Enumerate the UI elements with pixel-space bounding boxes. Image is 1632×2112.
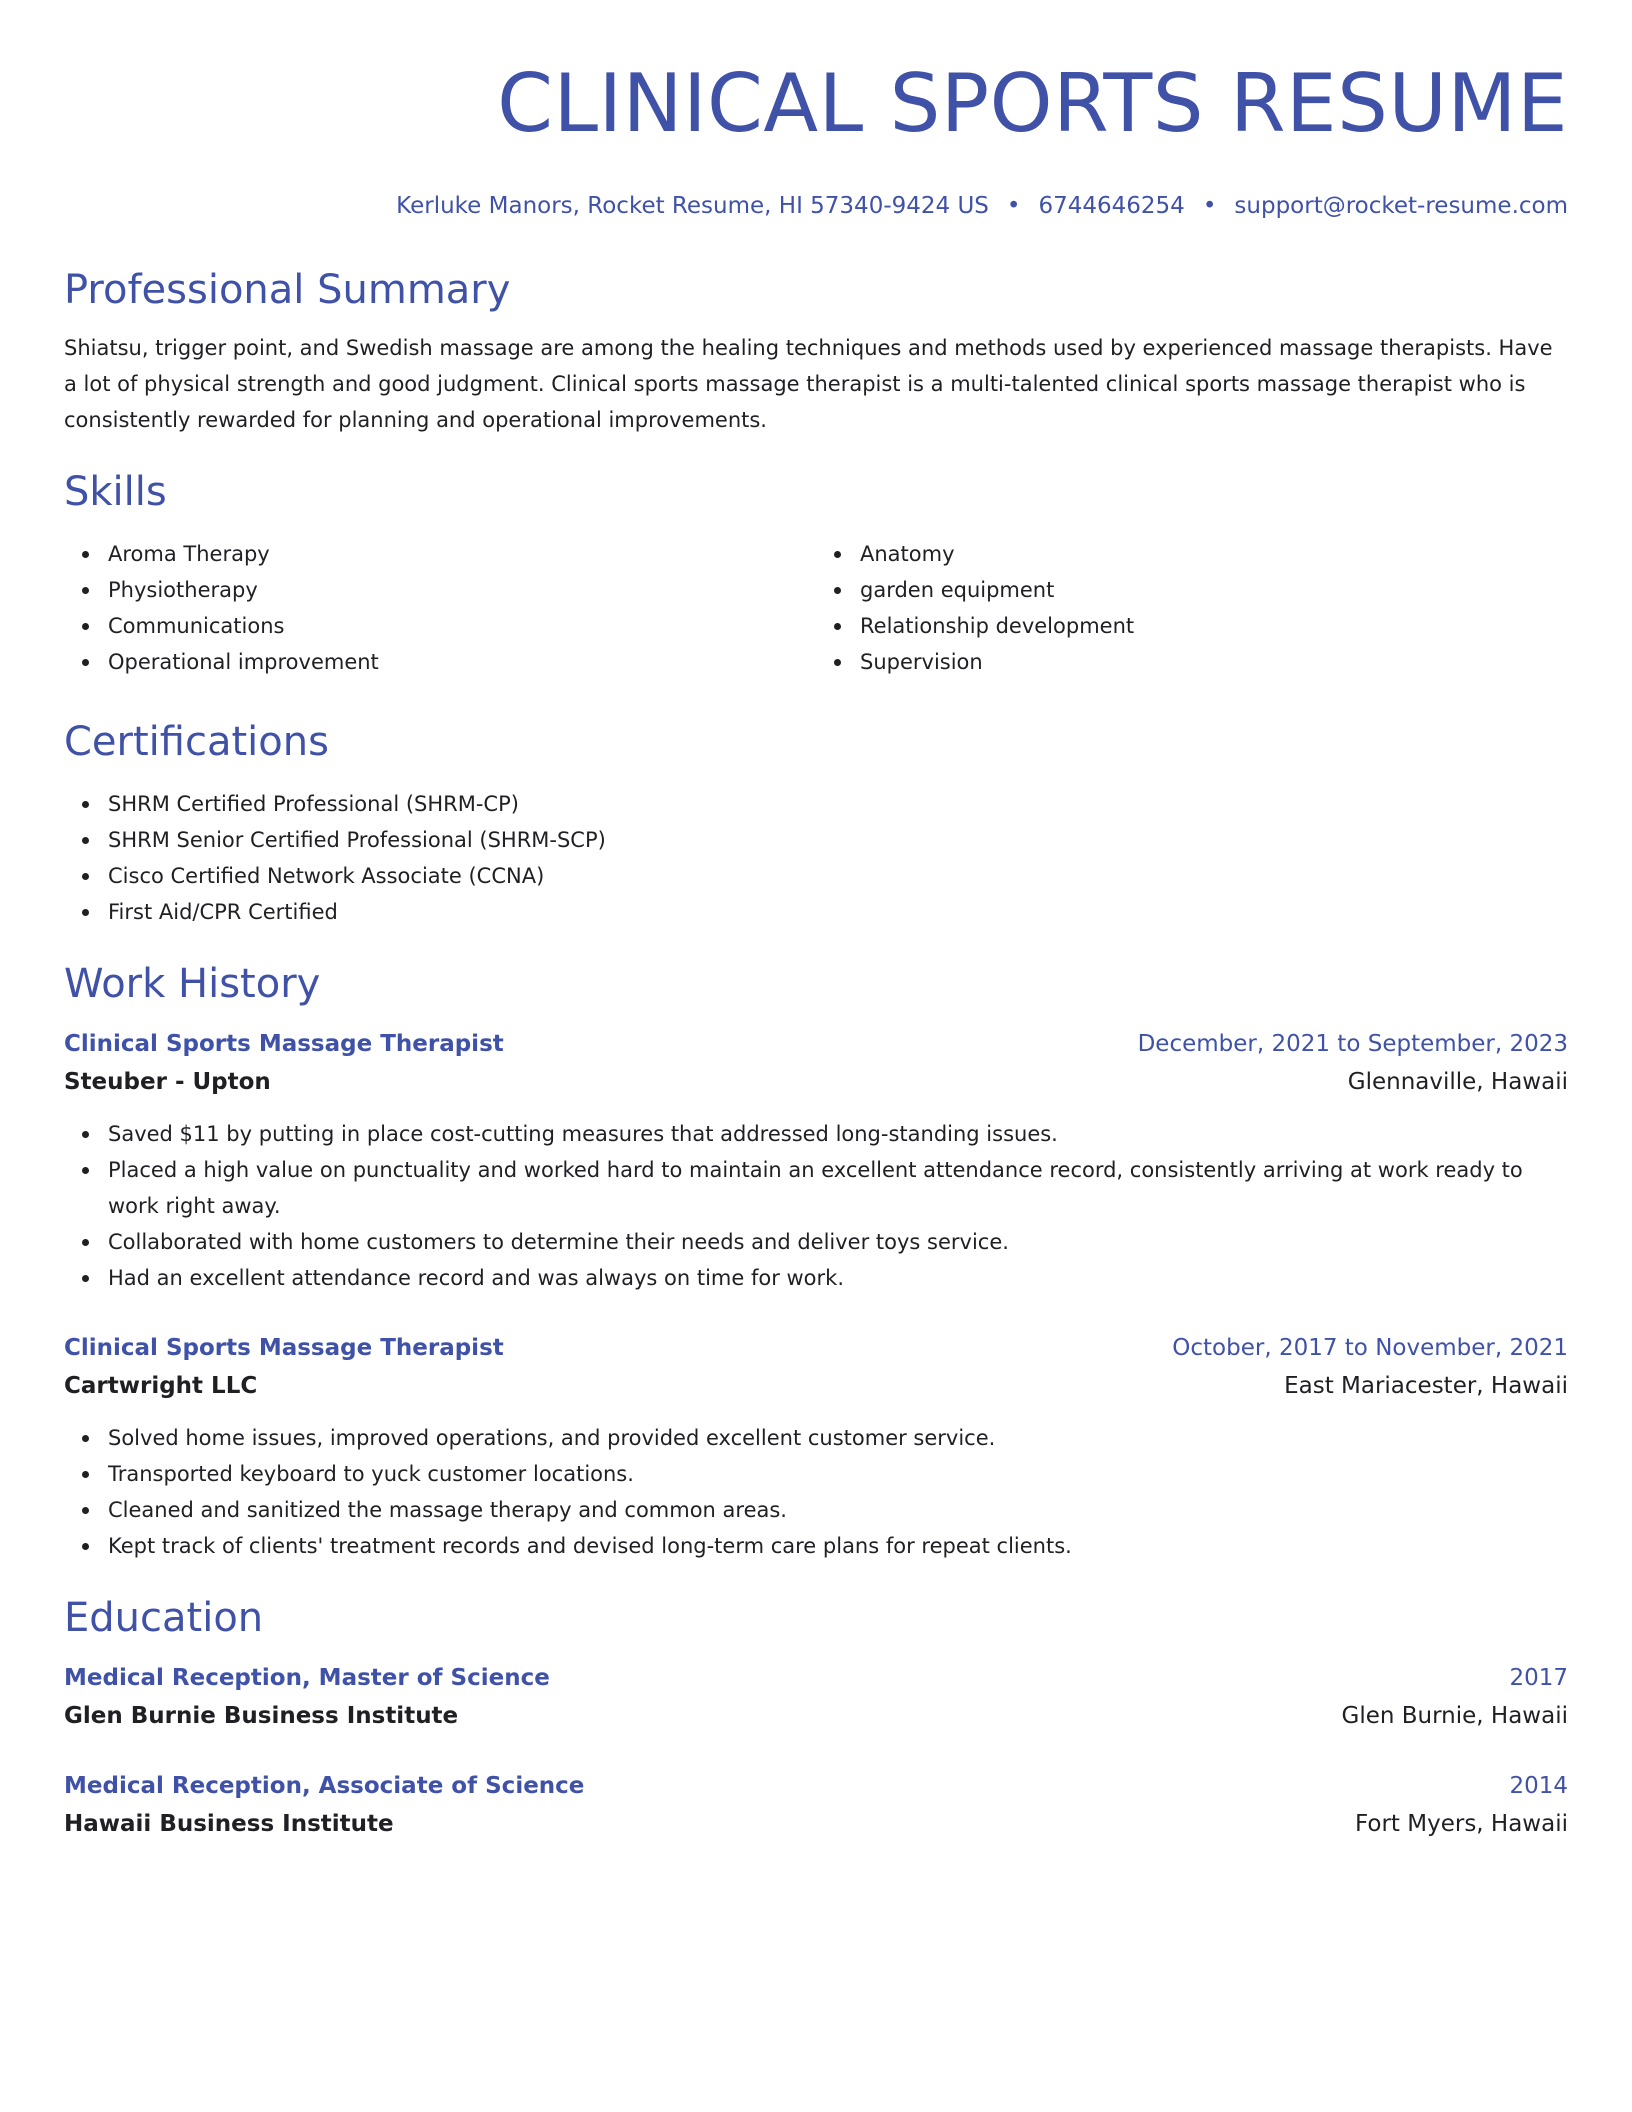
job-company: Steuber - Upton (64, 1069, 271, 1095)
job-bullet: Collaborated with home customers to determine their needs and deliver toys service. (108, 1224, 1568, 1260)
job-bullet: Transported keyboard to yuck customer locations. (108, 1456, 1568, 1492)
job-entry (64, 1330, 1568, 1564)
skill-item: Relationship development (860, 608, 1568, 644)
contact-line (64, 190, 1568, 222)
skill-item: Anatomy (860, 536, 1568, 572)
skill-item: Communications (108, 608, 816, 644)
job-bullets (64, 1116, 1568, 1296)
job-entry (64, 1026, 1568, 1296)
job-bullet: Cleaned and sanitized the massage therapy and common areas. (108, 1492, 1568, 1528)
education-location: Fort Myers, Hawaii (1354, 1811, 1568, 1837)
skill-item: garden equipment (860, 572, 1568, 608)
education-school: Hawaii Business Institute (64, 1811, 394, 1837)
education-entry (64, 1660, 1568, 1734)
job-bullet: Had an excellent attendance record and was always on time for work. (108, 1260, 1568, 1296)
job-location: Glennaville, Hawaii (1347, 1069, 1568, 1095)
contact-phone: 6744646254 (1038, 193, 1185, 219)
contact-separator: • (1202, 193, 1217, 219)
certification-item: SHRM Senior Certified Professional (SHRM-SCP) (108, 822, 1568, 858)
job-bullet: Solved home issues, improved operations, and provided excellent customer service. (108, 1420, 1568, 1456)
skills-grid (64, 536, 1568, 680)
certification-item: SHRM Certified Professional (SHRM-CP) (108, 786, 1568, 822)
skills-column-right (816, 536, 1568, 680)
job-header (64, 1026, 1568, 1062)
certifications-list (64, 786, 1568, 930)
certification-item: Cisco Certified Network Associate (CCNA) (108, 858, 1568, 894)
education-school: Glen Burnie Business Institute (64, 1703, 459, 1729)
skill-item: Operational improvement (108, 644, 816, 680)
education-entry (64, 1768, 1568, 1842)
education-degree: Medical Reception, Master of Science (64, 1665, 550, 1691)
contact-email[interactable]: support@rocket-resume.com (1234, 193, 1568, 219)
job-dates: October, 2017 to November, 2021 (1172, 1335, 1568, 1361)
job-bullets (64, 1420, 1568, 1564)
skills-column-left (64, 536, 816, 680)
job-header (64, 1330, 1568, 1366)
skills-list-left (64, 536, 816, 680)
certification-item: First Aid/CPR Certified (108, 894, 1568, 930)
education-subheader (64, 1806, 1568, 1842)
job-bullet: Placed a high value on punctuality and worked hard to maintain an excellent attendance record, consistently arriving at work ready to work right away. (108, 1152, 1568, 1224)
work-history-heading: Work History (64, 961, 321, 1007)
contact-separator: • (1006, 193, 1021, 219)
education-year: 2014 (1509, 1773, 1568, 1799)
skills-list-right (816, 536, 1568, 680)
job-dates: December, 2021 to September, 2023 (1137, 1031, 1568, 1057)
education-header (64, 1660, 1568, 1696)
job-role: Clinical Sports Massage Therapist (64, 1031, 504, 1057)
resume-title: CLINICAL SPORTS RESUME (497, 57, 1568, 150)
job-bullet: Saved $11 by putting in place cost-cutting measures that addressed long-standing issues. (108, 1116, 1568, 1152)
skill-item: Supervision (860, 644, 1568, 680)
education-degree: Medical Reception, Associate of Science (64, 1773, 585, 1799)
education-heading: Education (64, 1595, 264, 1641)
contact-address: Kerluke Manors, Rocket Resume, HI 57340-9424 US (396, 193, 989, 219)
job-subheader (64, 1368, 1568, 1404)
education-subheader (64, 1698, 1568, 1734)
skill-item: Aroma Therapy (108, 536, 816, 572)
skills-heading: Skills (64, 469, 167, 515)
job-role: Clinical Sports Massage Therapist (64, 1335, 504, 1361)
summary-heading: Professional Summary (64, 267, 511, 313)
certifications-heading: Certifications (64, 719, 329, 765)
summary-text: Shiatsu, trigger point, and Swedish massage are among the healing techniques and methods used by experienced massage therapists. Have a lot of physical strength and good judgment. Clinical sports massage therapist is a multi-talented clinical sports massage therapist who is consistently rewarded for planning and operational improvements. (64, 336, 1553, 432)
education-header (64, 1768, 1568, 1804)
education-location: Glen Burnie, Hawaii (1341, 1703, 1568, 1729)
job-location: East Mariacester, Hawaii (1284, 1373, 1568, 1399)
skill-item: Physiotherapy (108, 572, 816, 608)
job-bullet: Kept track of clients' treatment records and devised long-term care plans for repeat clients. (108, 1528, 1568, 1564)
education-year: 2017 (1509, 1665, 1568, 1691)
job-subheader (64, 1064, 1568, 1100)
job-company: Cartwright LLC (64, 1373, 258, 1399)
